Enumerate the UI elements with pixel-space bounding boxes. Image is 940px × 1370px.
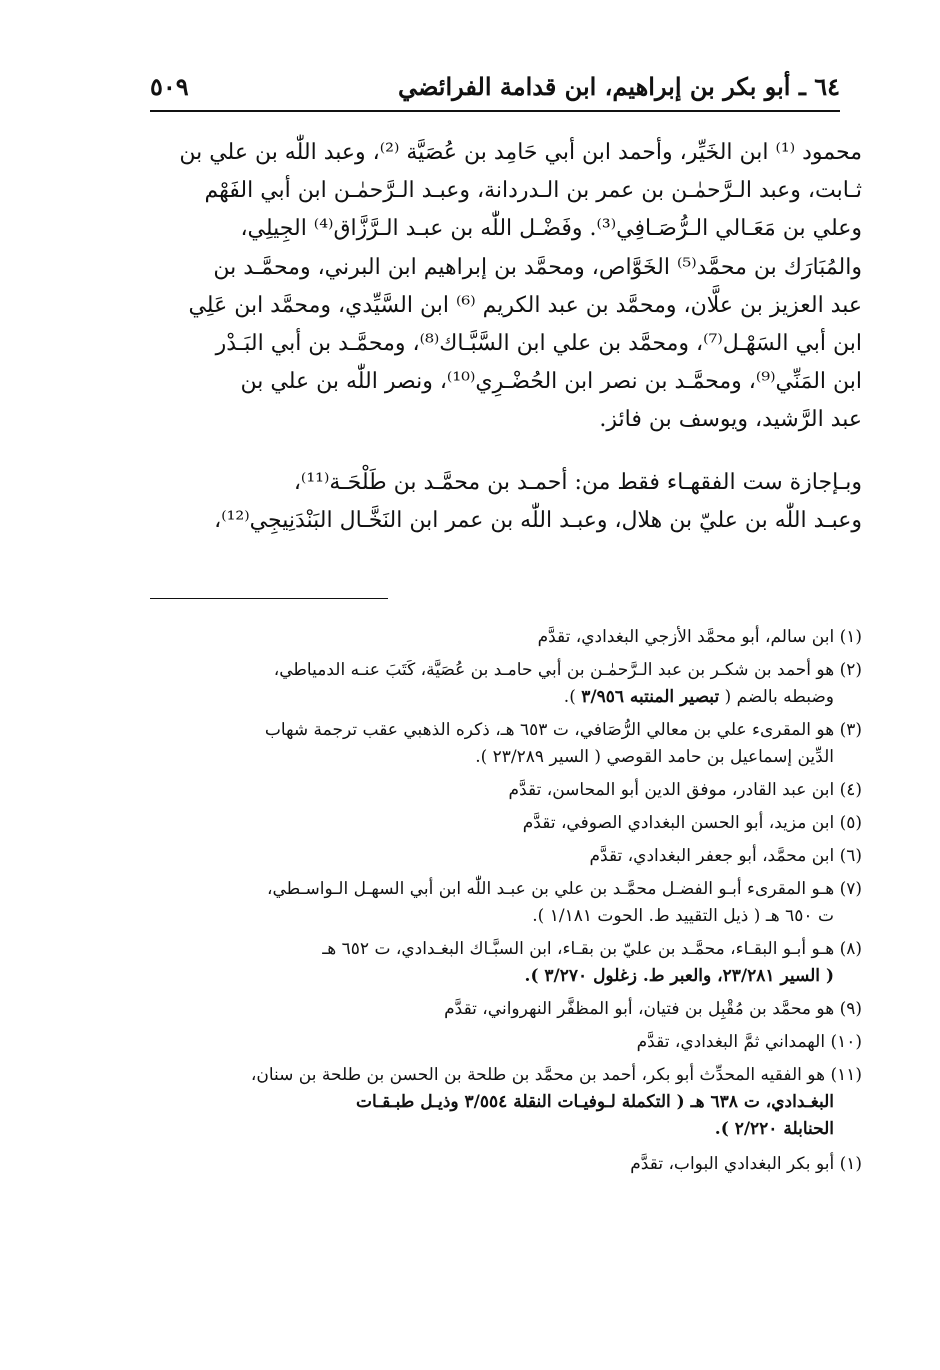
page-header (150, 66, 840, 112)
footnote-line: (٥) ابن مزيد، أبو الحسن البغدادي الصوفي، تقدَّم (522, 813, 862, 833)
text-line: وعبـد اللّٰه بن عليّ بن هلال، وعبـد اللّٰه بن عمر ابن النَخَّـال البَنْدَنِيجِي⁽¹²⁾، (214, 507, 862, 533)
text-line: عبد الرَّشيد، ويوسف بن فائز. (599, 407, 862, 433)
footnote-line: (٤) ابن عبد القادر، موفق الدين أبو المحاسن، تقدَّم (508, 780, 862, 800)
main-text (150, 134, 862, 540)
text-line: ابن أبي السَهْـل⁽⁷⁾، ومحمَّد بن علي ابن السَّبَّـاك⁽⁸⁾، ومحمَّـد بن أبي البَـدْر (215, 330, 862, 356)
text-line: وبـإجازة ست الفقهـاء فقط من: أحمـد بن محمَّـد بن طَلْحَـة⁽¹¹⁾، (293, 469, 862, 495)
footnote-line: (٩) هو محمَّد بن مُقْبِل بن فتيان، أبو المظفَّر النهرواني، تقدَّم (444, 999, 862, 1019)
footnote (150, 936, 862, 990)
footnotes (150, 624, 862, 1184)
paragraph-1 (150, 134, 862, 440)
footnote (150, 777, 862, 804)
footnote (150, 810, 862, 837)
footnote (150, 657, 862, 711)
footnote-line: وضبطه بالضم ( تبصير المنتبه ٣/٩٥٦ ). (563, 687, 834, 707)
page-number: ٥٠٩ (150, 72, 189, 101)
text-line: عبد العزيز بن علَّان، ومحمَّد بن عبد الكريم ⁽⁶⁾ ابن السَّيِّدي، ومحمَّد ابن عَلِي (188, 292, 862, 318)
footnote-line: (٨) هـو أبـو البقـاء، محمَّـد بن عليّ بن بقـاء، ابن السبَّـاك البغـدادي، ت ٦٥٢ هـ (322, 939, 862, 959)
footnote-line: (٣) هو المقرىء علي بن معالي الرُّصَافي، ت ٦٥٣ هـ، ذكره الذهبي عقب ترجمة شهاب (264, 720, 862, 740)
footnote-line: (١١) هو الفقيه المحدِّث أبو بكر، أحمد بن محمَّد بن طلحة بن الحسن بن طلحة بن سنان، (250, 1065, 862, 1085)
footnote-line: ( السير ٢٣/٢٨١، والعبر ط. زغلول ٣/٢٧٠ ). (524, 966, 834, 986)
footnote-line: (٢) هو أحمد بن شكـر بن عبد الـرَّحمٰـن بن أبي حامـد بن عُصَيَّة، كَتَبَ عنـه الدمياطي، (273, 660, 862, 680)
footnote-line: (١) ابن سالم، أبو محمَّد الأزجي البغدادي، تقدَّم (537, 627, 862, 647)
footnote (150, 996, 862, 1023)
footnote-line: (٦) ابن محمَّد، أبو جعفر البغدادي، تقدَّم (589, 846, 862, 866)
text-line: ثـابت، وعبد الـرَّحمٰـن بن عمر بن الـدردانة، وعبـد الـرَّحمٰـن ابن أبي الفَهْم (204, 178, 862, 204)
text-line: وعلي بن مَعَـالي الـرُّصَـافِي⁽³⁾. وفَضْـل اللّٰه بن عبـد الـرَّزَّاق⁽⁴⁾ الجِيلِي، (240, 216, 862, 242)
paragraph-2 (150, 464, 862, 540)
bold-citation: تبصير المنتبه ٣/٩٥٦ (581, 687, 720, 707)
footnote-line: (١) أبو بكر البغدادي البواب، تقدَّم (630, 1154, 862, 1174)
footnote-line: الحنابلة ٢/٢٢٠ ). (714, 1119, 834, 1139)
footnote-line: الدِّين إسماعيل بن حامد القوصي ( السير ٢٣/٢٨٩ ). (475, 747, 834, 767)
footnote-line: البغـدادي، ت ٦٣٨ هـ ( التكملة لـوفيـات النقلة ٣/٥٥٤ وذيـل طبـقـات (355, 1092, 834, 1112)
footnote (150, 1151, 862, 1178)
footnote (150, 1062, 862, 1143)
footnote-separator (150, 598, 388, 599)
chapter-title: ٦٤ ـ أبو بكر بن إبراهيم، ابن قدامة الفرائضي (397, 72, 840, 101)
footnote (150, 843, 862, 870)
text-line: والمُبَارَك بن محمَّد⁽⁵⁾ الخَوَّاص، ومحمَّد بن إبراهيم ابن البرني، ومحمَّـد بن (213, 254, 862, 280)
footnote (150, 876, 862, 930)
footnote (150, 1029, 862, 1056)
footnote-line: (٧) هـو المقرىء أبـو الفضـل محمَّـد بن علي بن عبـد اللّٰه ابن أبي السهـل الـواسـطي، (266, 879, 862, 899)
footnote-line: (١٠) الهمداني ثمَّ البغدادي، تقدَّم (636, 1032, 862, 1052)
footnote (150, 717, 862, 771)
footnote-line: ت ٦٥٠ هـ ( ذيل التقييد ط. الحوت ١/١٨١ ). (532, 906, 834, 926)
footnote (150, 624, 862, 651)
paragraph-spacer (150, 440, 862, 464)
text-line: محمود ⁽¹⁾ ابن الخَيِّر، وأحمد ابن أبي حَامِد بن عُصَيَّة ⁽²⁾، وعبد اللّٰه بن علي بن (179, 140, 862, 165)
text-line: ابن المَنِّي⁽⁹⁾، ومحمَّـد بن نصر ابن الحُضْـرِي⁽¹⁰⁾، ونصر اللّٰه بن علي بن (240, 369, 862, 395)
